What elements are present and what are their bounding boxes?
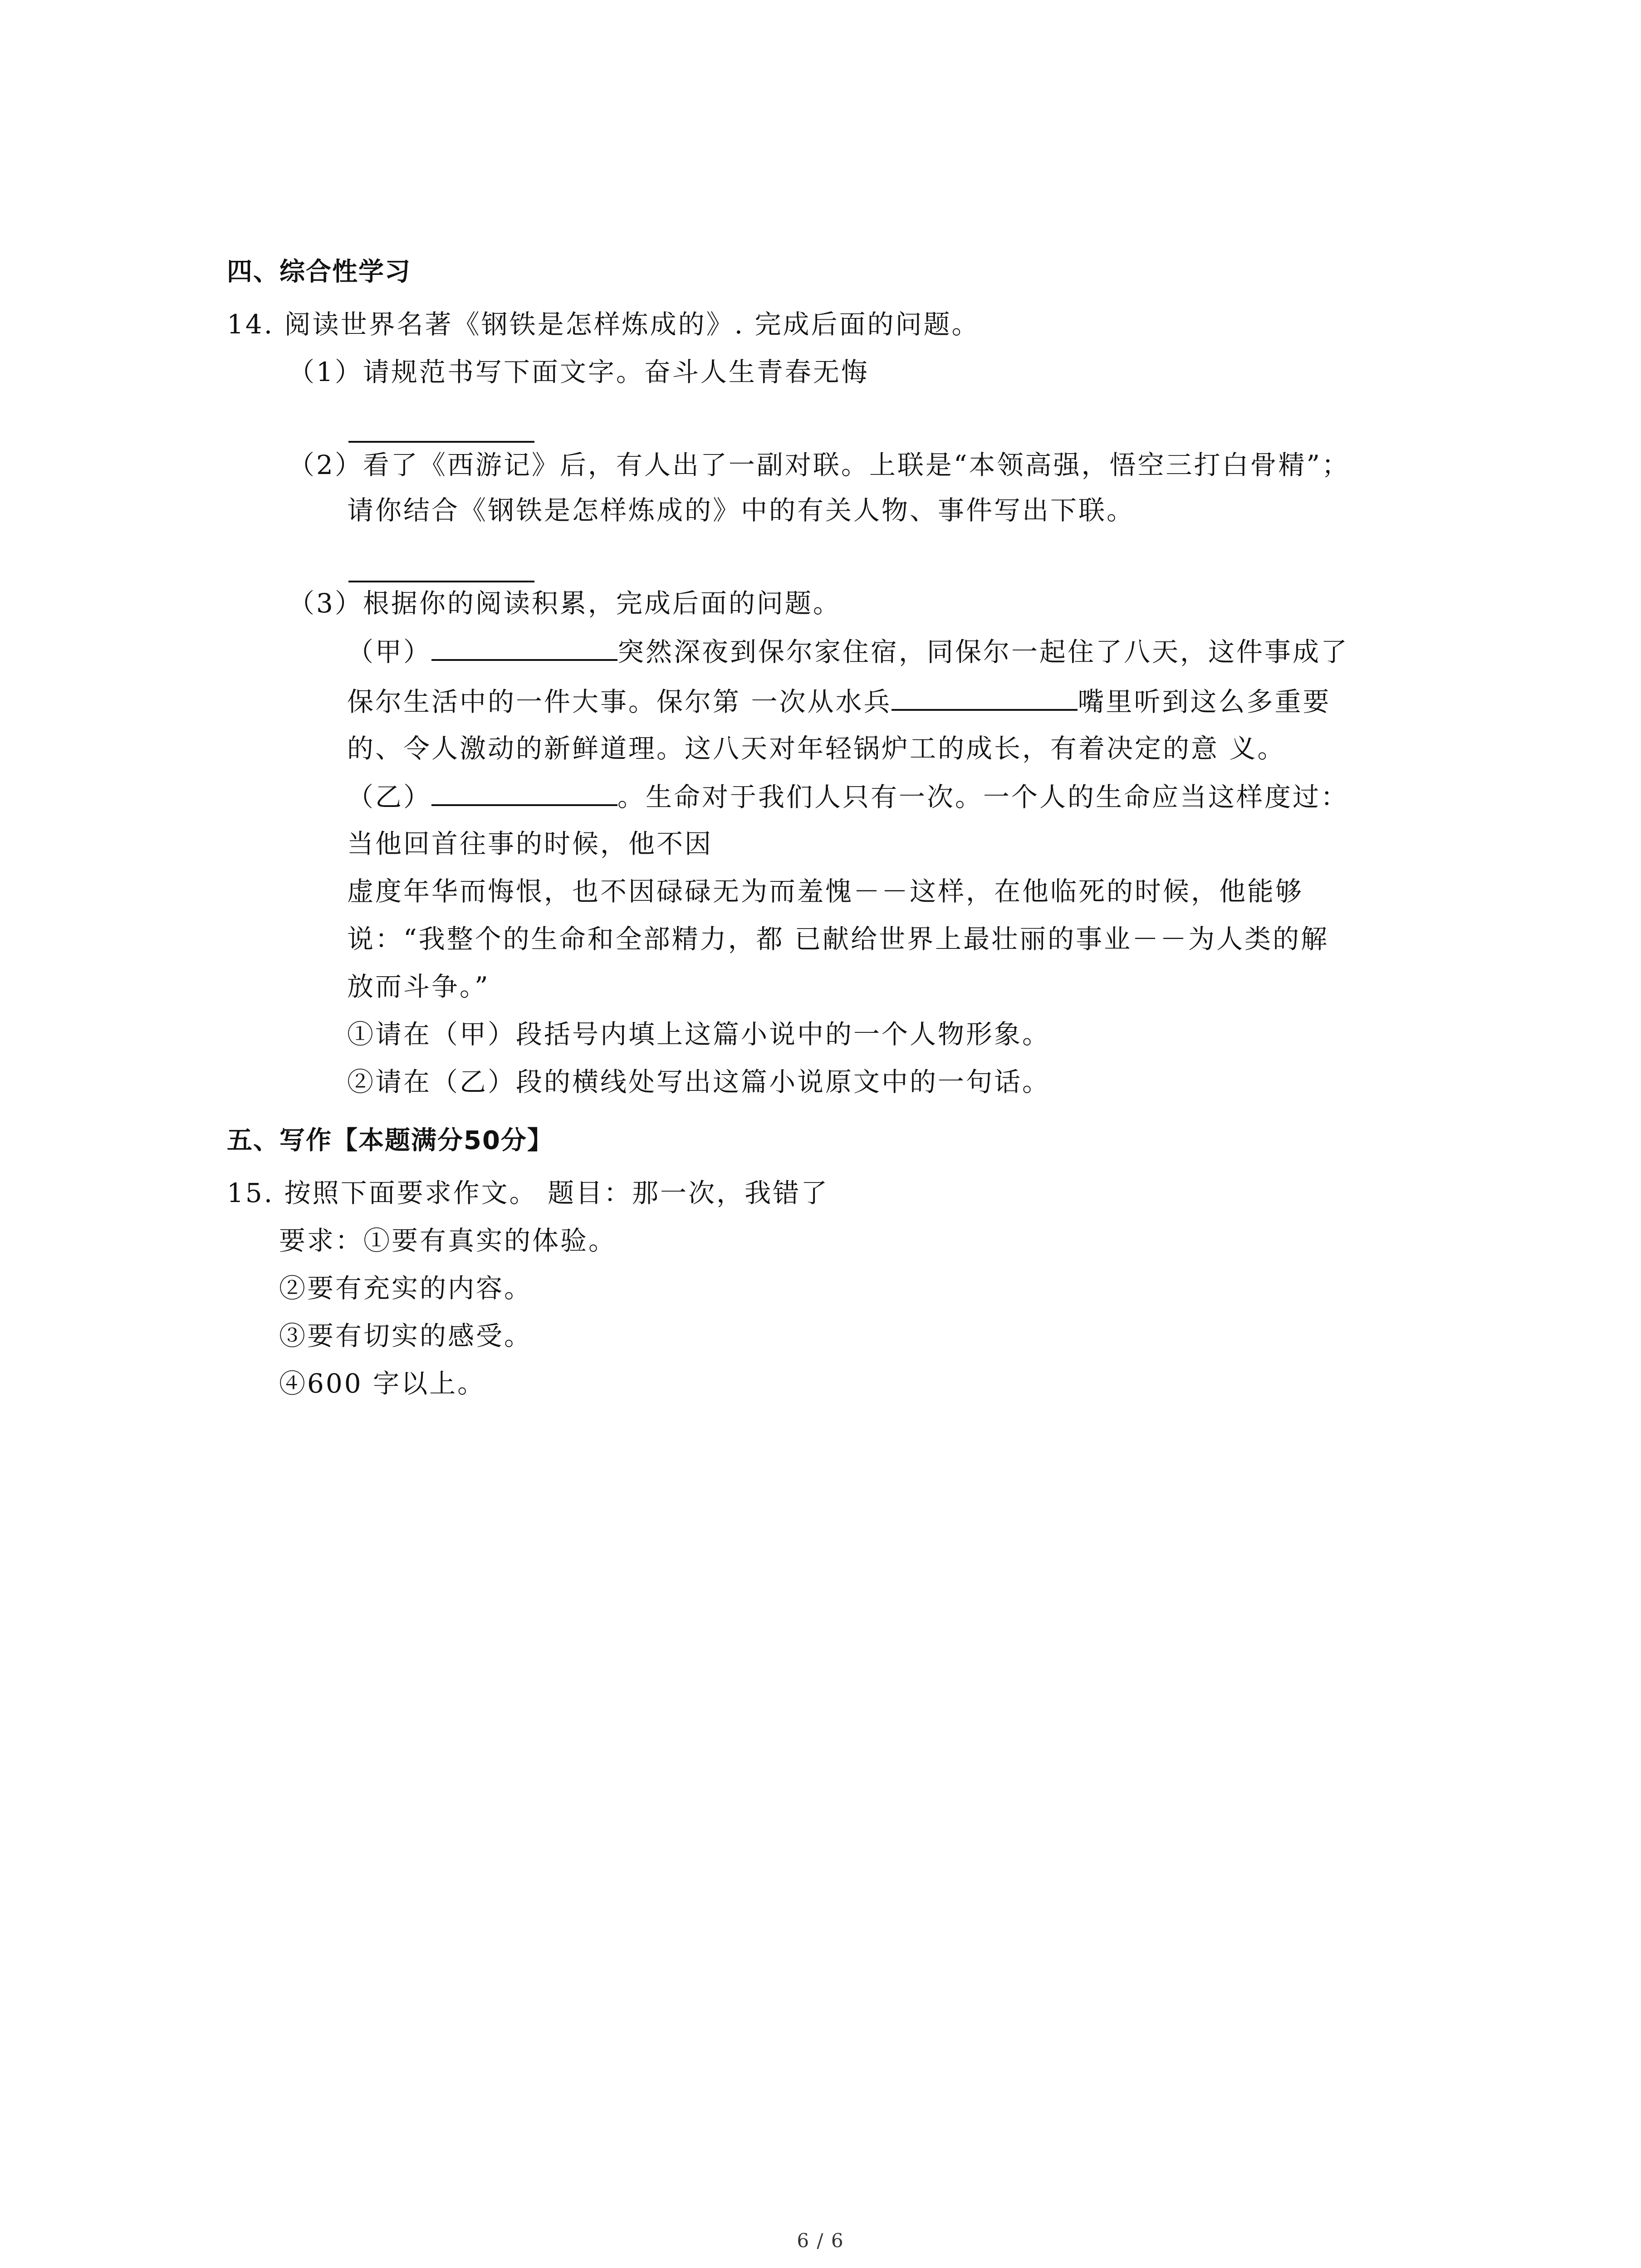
question-15-requirement-1: 要求：①要有真实的体验。 xyxy=(279,1225,617,1256)
question-15-requirement-3: ③要有切实的感受。 xyxy=(279,1320,533,1351)
jia-sailor-blank[interactable] xyxy=(892,683,1078,711)
yi-text-1: 。生命对于我们人只有一次。一个人的生命应当这样度过： xyxy=(617,782,1349,812)
section5-heading: 五、写作【本题满分50分】 xyxy=(227,1126,554,1155)
yi-quote-blank[interactable] xyxy=(431,778,617,806)
question-14-part1: （1）请规范书写下面文字。奋斗人生青春无悔 xyxy=(288,357,869,387)
question-15-requirement-4: ④600 字以上。 xyxy=(279,1368,486,1399)
question-14-task2: ②请在（乙）段的横线处写出这篇小说原文中的一句话。 xyxy=(347,1066,1051,1097)
jia-text-2b: 嘴里听到这么多重要 xyxy=(1078,686,1331,717)
yi-paragraph-line5: 放而斗争。” xyxy=(347,971,490,1002)
yi-paragraph-line3: 虚度年华而悔恨，也不因碌碌无为而羞愧－－这样，在他临死的时候，他能够 xyxy=(347,876,1304,907)
page-number: 6 / 6 xyxy=(797,2229,844,2252)
question-15-stem: 15. 按照下面要求作文。 题目：那一次，我错了 xyxy=(227,1178,829,1208)
question-14-part2-line1: （2）看了《西游记》后，有人出了一副对联。上联是“本领高强，悟空三打白骨精”； xyxy=(288,450,1350,480)
jia-paragraph-line2 xyxy=(347,683,1331,720)
jia-text-1: 突然深夜到保尔家住宿，同保尔一起住了八天，这件事成了 xyxy=(617,636,1349,667)
jia-label: （甲） xyxy=(347,636,432,667)
part1-answer-blank[interactable] xyxy=(348,441,534,443)
yi-paragraph-line4: 说：“我整个的生命和全部精力，都 已献给世界上最壮丽的事业－－为人类的解 xyxy=(347,924,1329,954)
section4-heading: 四、综合性学习 xyxy=(227,257,411,287)
jia-paragraph-line1 xyxy=(347,633,1349,670)
yi-label: （乙） xyxy=(347,782,432,812)
yi-paragraph-line2: 当他回首往事的时候，他不因 xyxy=(347,828,713,859)
jia-paragraph-line3: 的、令人激动的新鲜道理。这八天对年轻锅炉工的成长，有着决定的意 义。 xyxy=(347,733,1286,764)
question-14-part3: （3）根据你的阅读积累，完成后面的问题。 xyxy=(288,588,841,619)
jia-character-blank[interactable] xyxy=(431,633,617,661)
part2-answer-blank[interactable] xyxy=(348,581,534,582)
question-14-task1: ①请在（甲）段括号内填上这篇小说中的一个人物形象。 xyxy=(347,1019,1051,1050)
question-15-requirement-2: ②要有充实的内容。 xyxy=(279,1273,533,1304)
jia-text-2a: 保尔生活中的一件大事。保尔第 一次从水兵 xyxy=(347,686,892,717)
yi-paragraph-line1 xyxy=(347,778,1349,815)
question-14-stem: 14. 阅读世界名著《钢铁是怎样炼成的》. 完成后面的问题。 xyxy=(227,309,980,340)
question-14-part2-line2: 请你结合《钢铁是怎样炼成的》中的有关人物、事件写出下联。 xyxy=(347,495,1135,526)
